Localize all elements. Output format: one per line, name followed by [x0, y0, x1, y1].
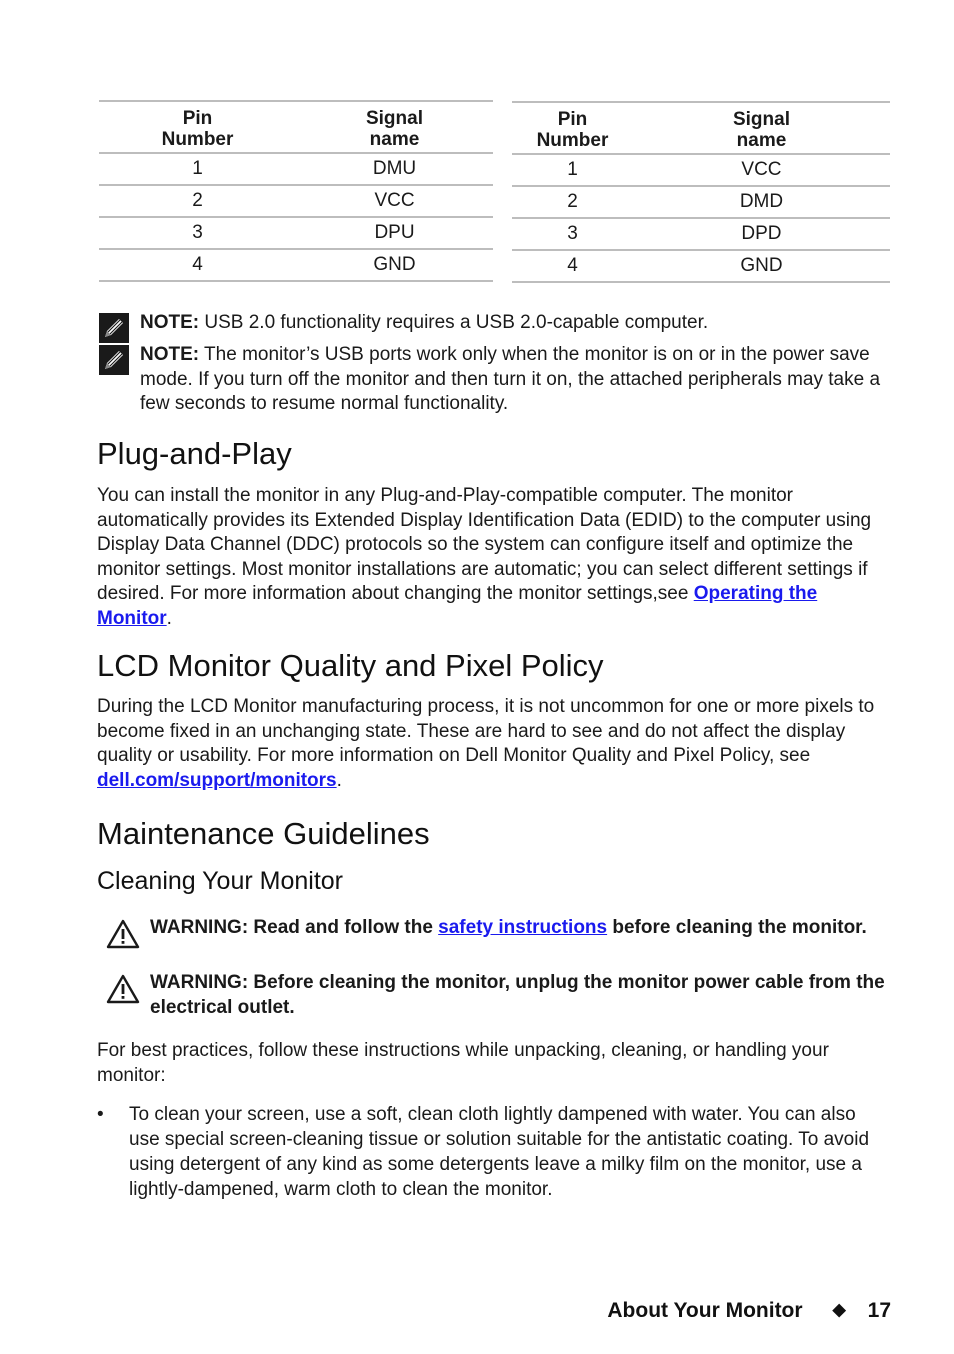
signal-cell: DPU: [296, 217, 493, 249]
warning-unplug-power: [106, 970, 886, 1020]
dell-support-monitors-link[interactable]: dell.com/support/monitors: [97, 769, 337, 791]
signal-cell: VCC: [633, 154, 890, 186]
signal-cell: DPD: [633, 218, 890, 250]
footer-section-title: About Your Monitor: [607, 1299, 803, 1322]
table-row: [512, 218, 890, 250]
page-number: 17: [867, 1299, 891, 1322]
note-usb-ports: [99, 343, 889, 417]
diamond-icon: ◆: [832, 1300, 846, 1319]
bullet-text: To clean your screen, use a soft, clean cloth lightly dampened with water. You can also use special screen-cleaning tissue or solution suitable for the antistatic coating. To avoid using detergent of any kind as some detergents leave a milky film on the monitor, use a lightly-dampened, warm cloth to clean the monitor.: [129, 1104, 870, 1200]
table-header-signal-name: Signal name: [633, 102, 890, 154]
list-item: [97, 1102, 887, 1202]
plug-and-play-heading: Plug-and-Play: [97, 436, 292, 471]
signal-cell: DMU: [296, 153, 493, 185]
note-text: USB 2.0 functionality requires a USB 2.0-capable computer.: [199, 312, 709, 333]
operating-the-monitor-link[interactable]: Operating the Monitor: [97, 583, 818, 629]
pin-cell: 1: [99, 153, 296, 185]
pin-cell: 4: [512, 250, 633, 282]
bullet-icon: •: [97, 1104, 104, 1125]
pencil-note-icon: [99, 313, 129, 343]
note-label: NOTE:: [140, 312, 200, 333]
pin-cell: 2: [512, 186, 633, 218]
plug-and-play-tail: .: [166, 607, 172, 629]
pin-cell: 3: [512, 218, 633, 250]
pin-table-left: [99, 100, 493, 282]
table-row: [99, 217, 493, 249]
table-row: [99, 153, 493, 185]
warning-text-before: WARNING: Read and follow the: [150, 917, 439, 938]
table-row: [99, 249, 493, 281]
table-row: [512, 250, 890, 282]
note-label: NOTE:: [140, 344, 200, 365]
pin-cell: 4: [99, 249, 296, 281]
pixel-policy-heading: LCD Monitor Quality and Pixel Policy: [97, 648, 604, 683]
pin-cell: 3: [99, 217, 296, 249]
pencil-note-icon: [99, 345, 129, 375]
table-row: [512, 154, 890, 186]
pixel-policy-tail: .: [336, 769, 342, 791]
maintenance-heading: Maintenance Guidelines: [97, 816, 430, 851]
signal-cell: GND: [633, 250, 890, 282]
signal-cell: VCC: [296, 185, 493, 217]
page-footer: [607, 1299, 891, 1323]
cleaning-subheading: Cleaning Your Monitor: [97, 867, 343, 895]
table-header-pin-number: Pin Number: [512, 102, 633, 154]
pixel-policy-body: During the LCD Monitor manufacturing process, it is not uncommon for one or more pixels to become fixed in an unchanging state. These are hard to see and do not affect the display quality or usability. For more information on Dell Monitor Quality and Pixel Policy, see: [97, 696, 875, 767]
pin-cell: 2: [99, 185, 296, 217]
signal-cell: GND: [296, 249, 493, 281]
warning-triangle-icon: [106, 919, 140, 949]
table-header-signal-name: Signal name: [296, 101, 493, 153]
warning-text-after: before cleaning the monitor.: [607, 917, 867, 938]
warning-triangle-icon: [106, 974, 140, 1004]
note-usb-functionality: [99, 311, 889, 336]
best-practices-intro: For best practices, follow these instructions while unpacking, cleaning, or handling your monitor:: [97, 1040, 829, 1086]
safety-instructions-link[interactable]: safety instructions: [438, 917, 608, 938]
note-text: The monitor’s USB ports work only when the monitor is on or in the power save mode. If you turn off the monitor and then turn it on, the attached peripherals may take a few seconds to resume normal functionality.: [140, 344, 881, 414]
pin-cell: 1: [512, 154, 633, 186]
warning-safety-instructions: [106, 915, 886, 940]
pin-table-right: [512, 101, 890, 283]
table-row: [99, 185, 493, 217]
table-row: [512, 186, 890, 218]
plug-and-play-body: You can install the monitor in any Plug-and-Play-compatible computer. The monitor automatically provides its Extended Display Identification Data (EDID) to the computer using Display Data Channel (DDC) protocols so the system can configure itself and optimize the monitor settings. Most monitor installations are automatic; you can select different settings if desired. For more information about changing the monitor settings,see: [97, 485, 872, 605]
warning-text: WARNING: Before cleaning the monitor, unplug the monitor power cable from the electrical outlet.: [150, 972, 885, 1018]
plug-and-play-paragraph: [97, 484, 887, 632]
signal-cell: DMD: [633, 186, 890, 218]
pixel-policy-paragraph: [97, 695, 887, 793]
table-header-pin-number: Pin Number: [99, 101, 296, 153]
